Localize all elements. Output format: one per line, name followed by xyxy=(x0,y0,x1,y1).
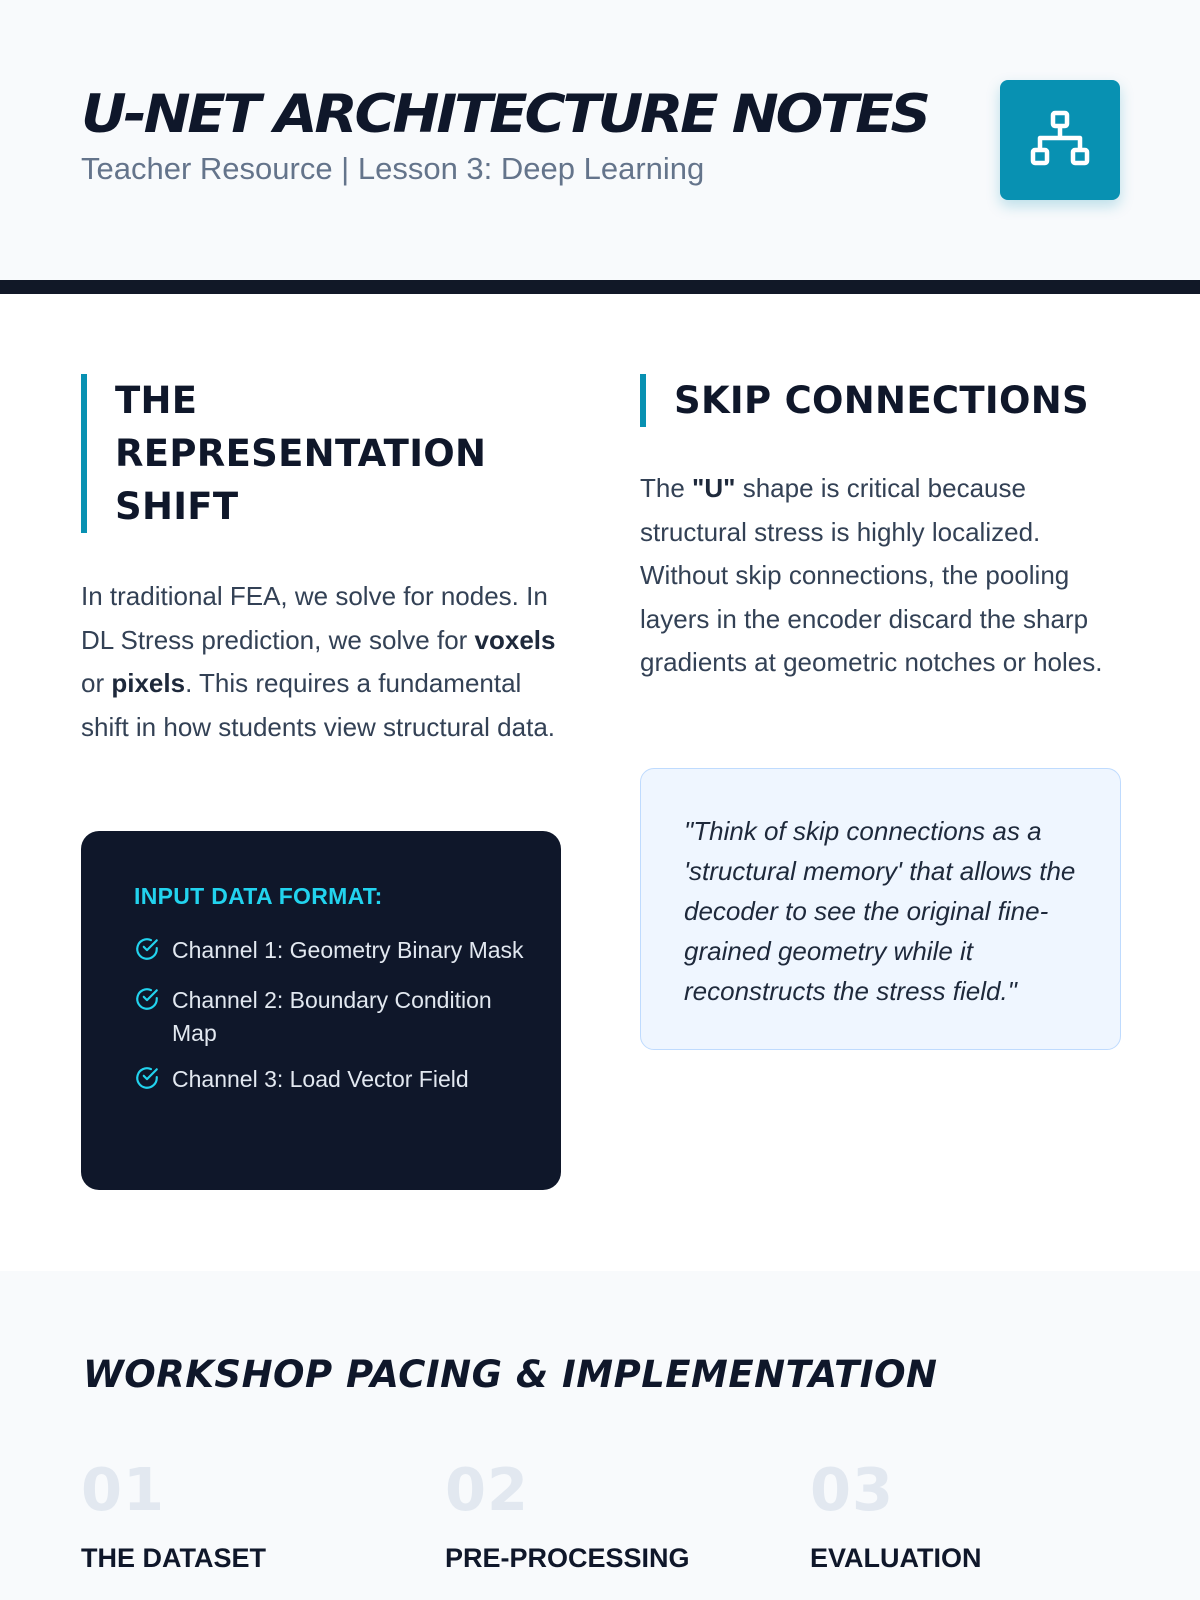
step-number: 02 xyxy=(445,1455,530,1524)
page-subtitle: Teacher Resource | Lesson 3: Deep Learning xyxy=(81,151,705,186)
workshop-title: WORKSHOP PACING & IMPLEMENTATION xyxy=(83,1353,938,1396)
list-item: Channel 2: Boundary Condition Map xyxy=(134,984,527,1050)
check-circle-icon xyxy=(134,986,160,1021)
skip-connections-quote: "Think of skip connections as a 'structural memory' that allows the decoder to see the original fine-grained geometry while it reconstructs the stress field." xyxy=(640,768,1121,1050)
step-number: 03 xyxy=(810,1455,895,1524)
page-title: U-NET ARCHITECTURE NOTES xyxy=(81,84,928,145)
check-circle-icon xyxy=(134,936,160,971)
skip-connections-paragraph: The "U" shape is critical because structural stress is highly localized. Without skip connections, the pooling layers in the encoder discard the sharp gradients at geometric notches or holes. xyxy=(640,473,1103,677)
workshop-step xyxy=(81,1455,266,1574)
list-item: Channel 1: Geometry Binary Mask xyxy=(134,934,527,971)
step-number: 01 xyxy=(81,1455,166,1524)
step-title: PRE-PROCESSING xyxy=(445,1543,690,1573)
header-divider xyxy=(0,280,1200,294)
skip-connections-heading: SKIP CONNECTIONS xyxy=(640,374,1120,427)
step-title: THE DATASET xyxy=(81,1543,266,1573)
representation-paragraph: In traditional FEA, we solve for nodes. In DL Stress prediction, we solve for voxels or pixels. This requires a fundamental shift in how students view structural data. xyxy=(81,581,556,742)
list-item: Channel 3: Load Vector Field xyxy=(134,1063,527,1100)
input-data-format-box xyxy=(81,831,561,1190)
input-data-format-title: INPUT DATA FORMAT: xyxy=(134,883,383,909)
workshop-step xyxy=(810,1455,982,1574)
representation-heading: THE REPRESENTATION SHIFT xyxy=(81,374,551,533)
step-title: EVALUATION xyxy=(810,1543,982,1573)
network-hierarchy-icon xyxy=(1000,80,1120,200)
check-circle-icon xyxy=(134,1065,160,1100)
workshop-step xyxy=(445,1455,690,1574)
input-channel-list xyxy=(134,934,527,1100)
